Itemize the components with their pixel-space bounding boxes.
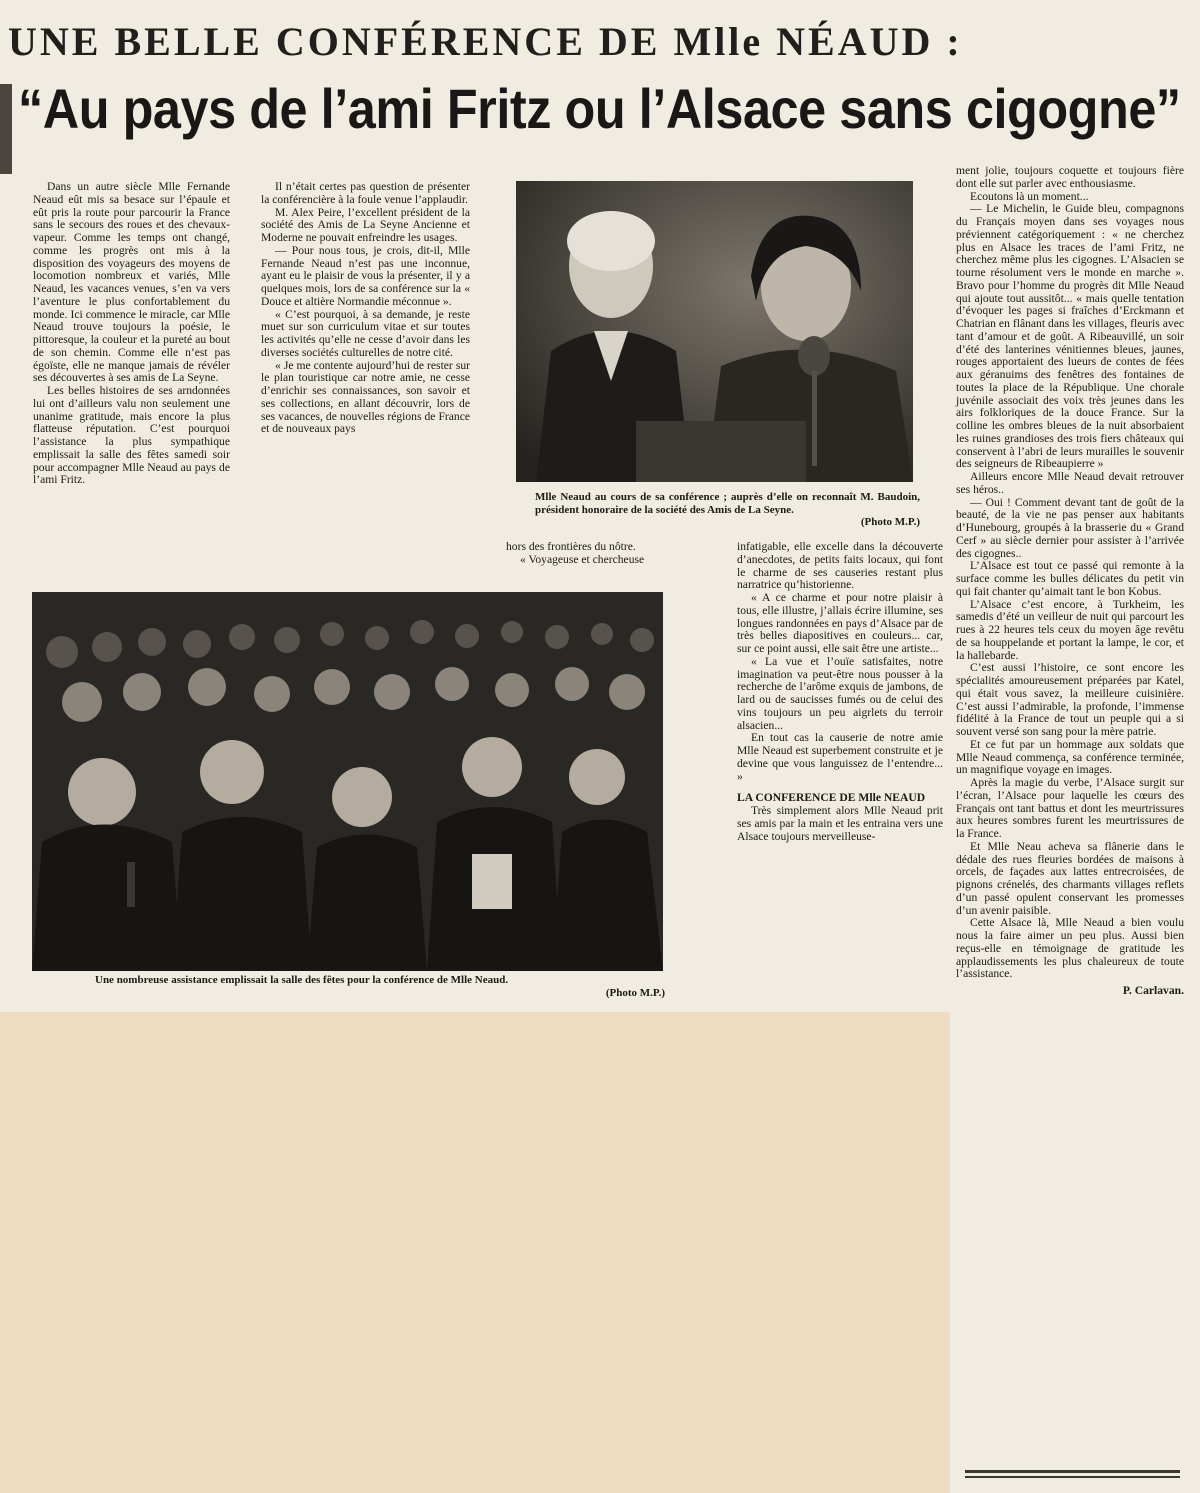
paragraph: « A ce charme et pour notre plaisir à tous, elle illustre, j’allais écrire illumine, ses longues randonnées en pays d’Alsace par de très belles diapositives en couleurs... car, sur ce point aussi, elle sait être une artiste...	[737, 591, 943, 655]
article-title: “Au pays de l’ami Fritz ou l’Alsace sans cigogne”	[18, 77, 1181, 140]
paragraph: Les belles histoires de ses arndonnées lui ont d’ailleurs valu non seulement une unanime gratitude, mais encore la plus flatteuse réputation. C’est pourquoi l’assistance la plus sympathique emplissait la salle des fêtes samedi soir pour accompagner Mlle Neaud au pays de l’ami Fritz.	[33, 384, 230, 487]
paragraph: hors des frontières du nôtre.	[506, 540, 636, 553]
column-2	[261, 181, 470, 436]
column-3	[737, 541, 943, 843]
bottom-rule	[965, 1476, 1180, 1478]
paragraph: En tout cas la causerie de notre amie Mlle Neaud est superbement construite et je devine que vous languissez de l’entendre... »	[737, 731, 943, 783]
caption-text: Une nombreuse assistance emplissait la salle des fêtes pour la conférence de Mlle Neaud.	[95, 974, 509, 986]
column-2-continuation	[506, 541, 708, 567]
paragraph: Dans un autre siècle Mlle Fernande Neaud eût mis sa besace sur l’épaule et eût pris la route pour parcourir la France sans le secours des roues et des chevaux-vapeur. Comme les temps ont changé, comme les progrès ont mis à la disposition des voyageurs des moyens de locomotion nombreux et variés, Mlle Neaud, les vacances venues, s’en va vers l’aventure le plus confortablement du monde. Ici commence le miracle, car Mlle Neaud trouve toujours la poésie, le pittoresque, la couleur et la pureté au bout de son chemin. Comme elle n’est pas égoïste, elle ne manque jamais de révéler ses découvertes à ses amis de La Seyne.	[33, 180, 230, 385]
paragraph: — Oui ! Comment devant tant de goût de la beauté, de la vie ne pas penser aux habitants d’Hunebourg, groupés à la brasserie du « Grand Cerf » au siècle dernier pour assister à l’arrivée des cigognes..	[956, 495, 1184, 560]
left-edge-bar	[0, 84, 12, 174]
bottom-rule	[965, 1470, 1180, 1473]
paragraph: Et ce fut par un hommage aux soldats que Mlle Neaud commença, sa conférence terminée, un magnifique voyage en images.	[956, 737, 1184, 777]
paragraph: Et Mlle Neau acheva sa flânerie dans le dédale des rues fleuries bordées de maisons à orcels, de façades aux lattes entrecroisées, de pignons crénelés, des charmants villages reflets d’un passé opulent conservant les promesses d’un avenir paisible.	[956, 839, 1184, 917]
paragraph: L’Alsace est tout ce passé qui remonte à la surface comme les bulles délicates du petit vin qui fait chanter qu’aimait tant le bon Kobus.	[956, 559, 1184, 598]
paragraph: Ecoutons là un moment...	[970, 189, 1089, 203]
audience-photo	[32, 592, 663, 971]
paragraph: M. Alex Peire, l’excellent président de la société des Amis de La Seyne Ancienne et Moderne ne pouvait enfreindre les usages.	[261, 205, 470, 244]
headline: UNE BELLE CONFÉRENCE DE Mlle NÉAUD :	[8, 19, 963, 64]
column-1	[33, 181, 230, 487]
paragraph: Il n’était certes pas question de présenter la conférencière à la foule venue l’applaudir.	[261, 180, 470, 206]
photo-credit: (Photo M.P.)	[605, 986, 665, 999]
paragraph: Cette Alsace là, Mlle Neaud a bien voulu nous la faire aimer un peu plus. Aussi bien reçus-elle en témoignage de gratitude les applaudissements les plus chaleureux de toute l’assistance.	[956, 916, 1184, 981]
lecturer-photo	[516, 181, 913, 482]
audience-photo-caption	[95, 974, 665, 999]
signature: P. Carlavan.	[1122, 984, 1184, 997]
paragraph: ment jolie, toujours coquette et toujours fière dont elle sut parler avec enthousiasme.	[956, 164, 1184, 190]
paragraph: Ailleurs encore Mlle Neaud devait retrouver ses héros..	[956, 470, 1184, 496]
paragraph: « C’est pourquoi, à sa demande, je reste muet sur son curriculum vitae et sur toutes les activités qu’elle ne cesse d’avoir dans les diverses sociétés culturelles de notre cité.	[261, 307, 470, 359]
paragraph: L’Alsace c’est encore, à Turkheim, les samedis d’été un veilleur de nuit qui parcourt les rues à 22 heures tels ceux du moyen âge revêtu de sa houppelande et portant la lampe, le cor, et la hallebarde.	[956, 597, 1184, 662]
paragraph: « Je me contente aujourd’hui de rester sur le plan touristique car notre amie, ne cesse d’enrichir ses connaissances, son savoir et ses collections, en allant découvrir, lors de ses vacances, de nouvelles régions de France et de nouveaux pays	[261, 358, 470, 436]
paragraph: C’est aussi l’histoire, ce sont encore les spécialités amoureusement préparées par Katel, qui était vous savez, la meilleure cuisinière. C’est aussi l’admirable, la profonde, l’immense fidélité à la France de tout un peuple qui a si souvent versé son sang pour la mère patrie.	[956, 661, 1184, 738]
subheading: LA CONFERENCE DE Mlle NEAUD	[737, 791, 926, 805]
paragraph: — Pour nous tous, je crois, dit-il, Mlle Fernande Neaud n’est pas une inconnue, ayant eu le plaisir de vous la présenter, il y a quelques mois, lors de sa conférence sur la « Douce et altière Normandie méconnue ».	[261, 243, 470, 308]
paragraph: « Voyageuse et chercheuse	[520, 552, 645, 566]
paragraph: — Le Michelin, le Guide bleu, compagnons du Français moyen dans ses voyages nous préviennent catégoriquement : « ne cherchez plus en Alsace les traces de l’ami Fritz, ne cherchez même plus les cigognes. L’Alsacien se tourne résolument vers le monde en marche ». Bravo pour l’homme du progrès dit Mlle Neaud qui ajoute tout aussitôt... « mais quelle tentation d’évoquer les pages si fraîches d’Erckmann et Chatrian en flânant dans les villages, fleuris avec tant d’amour et de goût. A Ribeauvillé, un soir d’été des lanterines vénitiennes bleues, jaunes, rouges apportaient des lueurs de contes de fées aux géranuims des fenêtres des fontaines de toutes la place de la République. Une chorale juvénile associait des voix très jeunes dans les airs folkloriques de la douce France. Sur la colline les ombres bleues de la nuit absorbaient les ruines grandioses des trois fiers châteaux qui conservent à l’abri de leurs murailles le souvenir des seigneurs de Ribeaupierre »	[956, 202, 1184, 471]
caption-text: Mlle Neaud au cours de sa conférence ; auprès d’elle on reconnaît M. Baudoin, président honoraire de la société des Amis de La Seyne.	[535, 491, 920, 516]
paragraph: Après la magie du verbe, l’Alsace surgit sur l’écran, l’Alsace pour laquelle les cœurs des Français ont tant battus et dont les meurtrissures aux heures sombres furent les meurtrissures de la France.	[956, 776, 1184, 840]
lecturer-photo-caption	[535, 491, 920, 529]
column-4	[956, 165, 1184, 998]
paragraph: Très simplement alors Mlle Neaud prit ses amis par la main et les entraina vers une Alsace toujours merveilleuse-	[737, 804, 943, 843]
photo-credit: (Photo M.P.)	[860, 516, 920, 528]
paragraph: infatigable, elle excelle dans la découverte d’anecdotes, de petits faits locaux, qui font le charme de ses causeries restant plus narratrice qu’historienne.	[737, 540, 943, 592]
paragraph: « La vue et l’ouïe satisfaites, notre imagination va peut-être nous pousser à la recherche de l’arôme exquis de jambons, de lard ou de saucisses fumés ou de celui des vins toujours un peu aigrlets du terroir alsacien...	[737, 654, 943, 732]
